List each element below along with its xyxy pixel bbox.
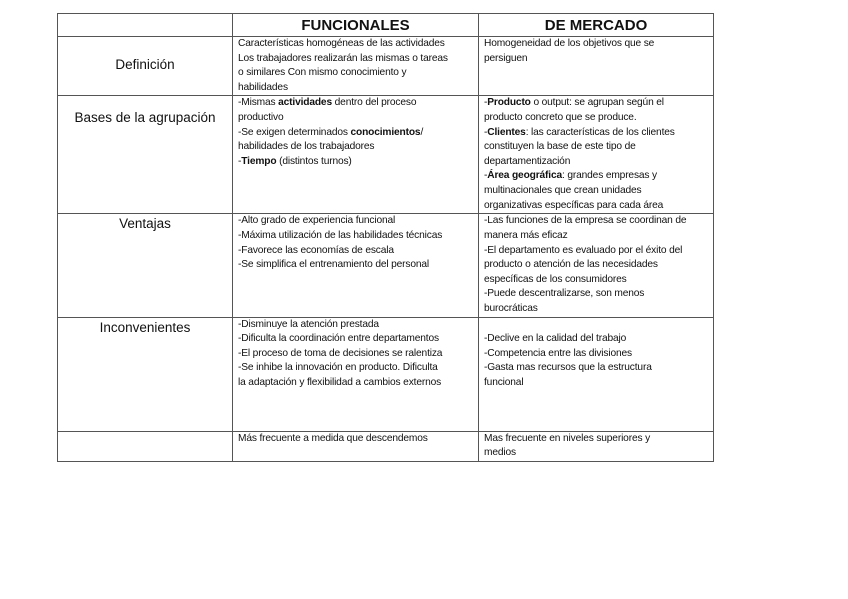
bold-term: Producto	[487, 97, 531, 109]
cell-line	[238, 111, 473, 126]
funcionales-cell	[233, 96, 479, 214]
cell-line	[484, 169, 708, 184]
text-segment: /	[420, 126, 424, 138]
text-segment: : las características de los clientes	[525, 126, 675, 138]
funcionales-cell	[233, 37, 479, 96]
cell-line: -El proceso de toma de decisiones se ralentiza	[238, 347, 443, 359]
cell-line	[484, 184, 708, 199]
mercado-cell	[479, 37, 714, 96]
cell-line: -Puede descentralizarse, son menos	[484, 288, 645, 300]
cell-line	[484, 318, 708, 333]
cell-line	[484, 140, 708, 155]
cell-line: Los trabajadores realizarán las mismas o tareas	[238, 52, 448, 64]
header-row	[58, 14, 714, 37]
cell-line: manera más eficaz	[484, 229, 568, 241]
text-segment: (distintos turnos)	[276, 155, 352, 167]
cell-line	[484, 111, 708, 126]
text-segment: constituyen la base de este tipo de	[484, 141, 636, 153]
funcionales-cell	[233, 317, 479, 431]
cell-line: -Disminuye la atención prestada	[238, 318, 379, 330]
cell-line: funcional	[484, 376, 524, 388]
row-label	[58, 431, 233, 461]
header-de-mercado: DE MERCADO	[479, 14, 714, 37]
row-label: Inconvenientes	[58, 317, 233, 431]
mercado-cell	[479, 317, 714, 431]
cell-line: específicas de los consumidores	[484, 273, 627, 285]
text-segment: -Mismas	[238, 97, 279, 109]
row-label: Ventajas	[58, 214, 233, 317]
cell-line: -Alto grado de experiencia funcional	[238, 215, 396, 227]
bold-term: actividades	[278, 97, 332, 109]
cell-line: -Competencia entre las divisiones	[484, 347, 632, 359]
text-segment: dentro del proceso	[331, 97, 417, 109]
mercado-cell	[479, 96, 714, 214]
mercado-cell	[479, 214, 714, 317]
row-frecuencia	[58, 431, 714, 461]
text-segment: productivo	[238, 111, 284, 123]
row-label: Definición	[58, 37, 233, 96]
cell-line	[238, 140, 473, 155]
cell-line: la adaptación y flexibilidad a cambios externos	[238, 376, 442, 388]
text-segment: departamentización	[484, 155, 571, 167]
cell-line: -Las funciones de la empresa se coordinan de	[484, 215, 687, 227]
bold-term: Clientes	[487, 126, 526, 138]
row-label: Bases de la agrupación	[58, 96, 233, 214]
cell-line	[484, 155, 708, 170]
text-segment: o output: se agrupan según el	[530, 97, 664, 109]
bold-term: Área geográfica	[487, 170, 563, 182]
text-segment: multinacionales que crean unidades	[484, 184, 642, 196]
row-ventajas	[58, 214, 714, 317]
cell-line: persiguen	[484, 52, 528, 64]
text-segment: -	[484, 126, 488, 138]
text-segment: producto concreto que se produce.	[484, 111, 637, 123]
cell-line: -Gasta mas recursos que la estructura	[484, 362, 652, 374]
text-segment: -	[238, 155, 242, 167]
text-segment: : grandes empresas y	[562, 170, 657, 182]
bold-term: Tiempo	[241, 155, 277, 167]
cell-line: Homogeneidad de los objetivos que se	[484, 38, 655, 49]
cell-line: -Se inhibe la innovación en producto. Dificulta	[238, 362, 438, 374]
cell-line: -Declive en la calidad del trabajo	[484, 333, 627, 345]
text-segment: -	[484, 170, 488, 182]
text-segment: -	[484, 97, 488, 109]
cell-line: producto o atención de las necesidades	[484, 259, 658, 271]
row-inconvenientes	[58, 317, 714, 431]
cell-line: Mas frecuente en niveles superiores y	[484, 432, 651, 444]
cell-line: -Dificulta la coordinación entre departamentos	[238, 333, 439, 345]
cell-line: -Favorece las economías de escala	[238, 244, 394, 256]
cell-line	[484, 199, 708, 214]
bold-term: conocimientos	[350, 126, 421, 138]
text-segment: organizativas específicas para cada área	[484, 199, 664, 211]
row-definicion	[58, 37, 714, 96]
cell-line	[238, 155, 473, 170]
cell-line: -Máxima utilización de las habilidades técnicas	[238, 229, 443, 241]
row-bases	[58, 96, 714, 214]
header-funcionales: FUNCIONALES	[233, 14, 479, 37]
funcionales-cell	[233, 214, 479, 317]
cell-line: habilidades	[238, 81, 288, 93]
cell-line	[238, 126, 473, 141]
header-corner	[58, 14, 233, 37]
funcionales-cell	[233, 431, 479, 461]
text-segment: -Se exigen determinados	[238, 126, 351, 138]
cell-line: medios	[484, 447, 516, 459]
cell-line	[484, 96, 708, 111]
mercado-cell	[479, 431, 714, 461]
cell-line: burocráticas	[484, 302, 538, 314]
cell-line: Características homogéneas de las actividades	[238, 38, 445, 49]
cell-line	[238, 96, 473, 111]
text-segment: habilidades de los trabajadores	[238, 141, 375, 153]
cell-line: o similares Con mismo conocimiento y	[238, 67, 407, 79]
cell-line: -Se simplifica el entrenamiento del personal	[238, 259, 430, 271]
cell-line: -El departamento es evaluado por el éxito del	[484, 244, 683, 256]
cell-line	[484, 126, 708, 141]
cell-line: Más frecuente a medida que descendemos	[238, 432, 428, 444]
comparison-table	[57, 13, 714, 462]
